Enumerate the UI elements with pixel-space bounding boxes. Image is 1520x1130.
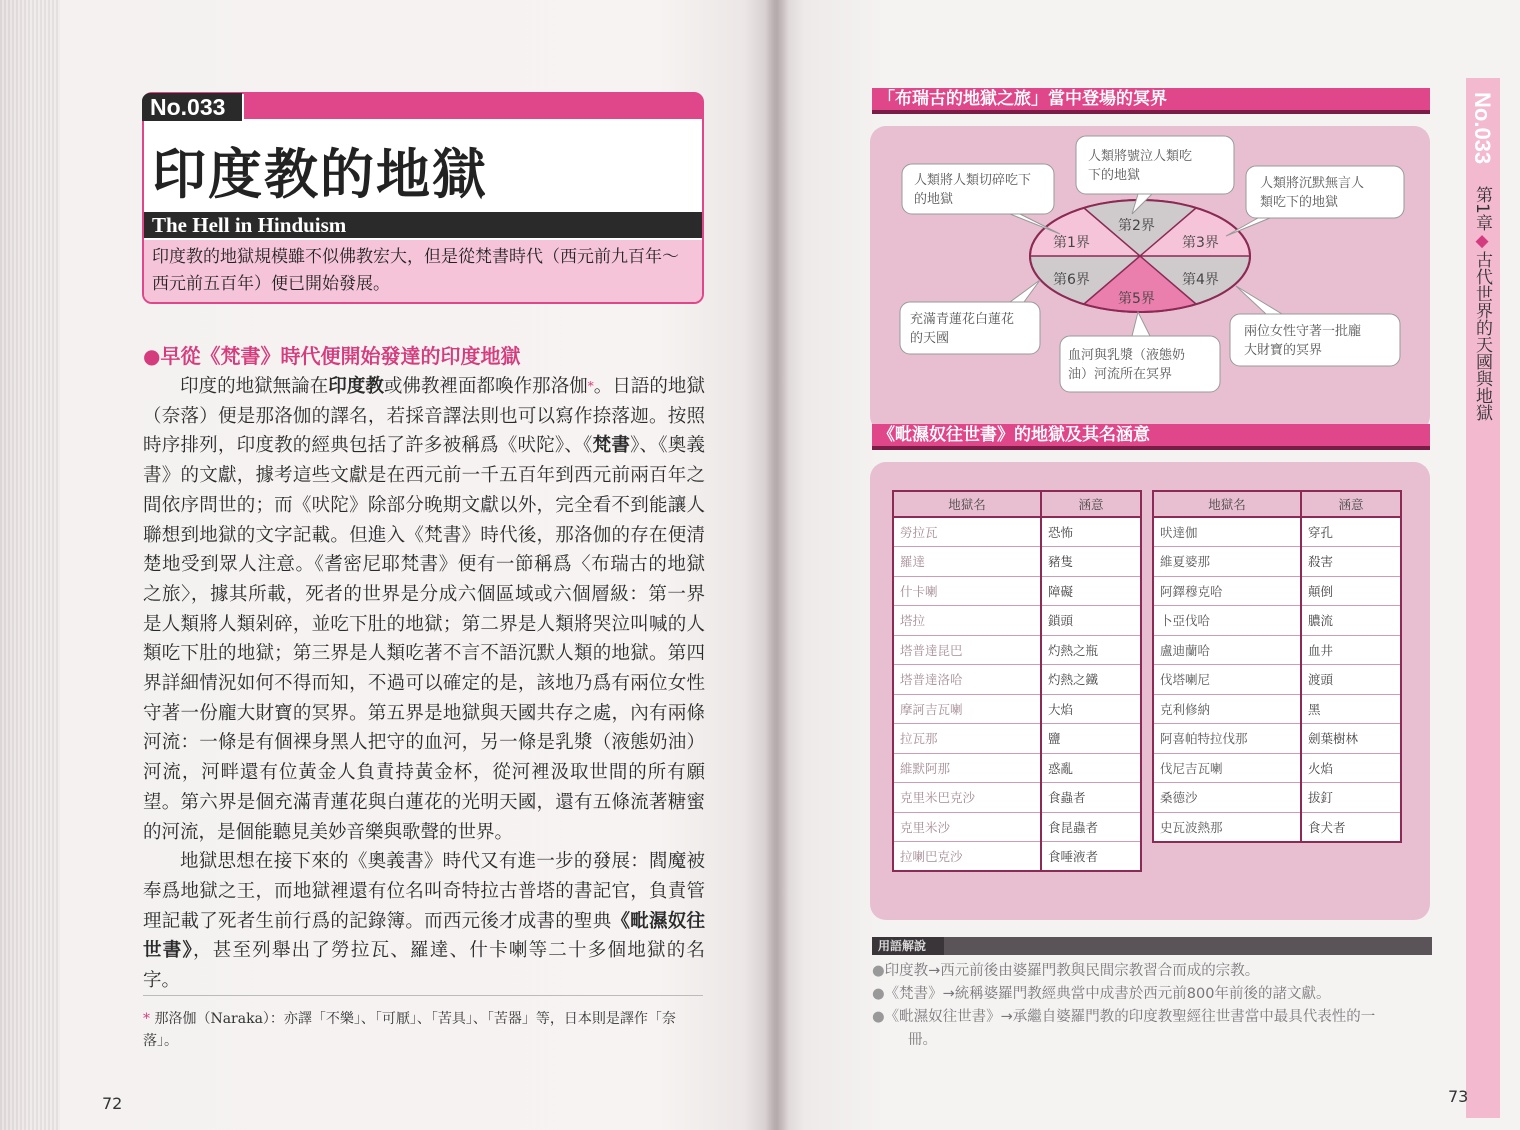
- table-title: 《毗濕奴往世書》的地獄及其名涵意: [878, 425, 1150, 445]
- hell-meaning-cell: 豬隻: [1041, 547, 1141, 577]
- hell-table-right: [1152, 490, 1402, 843]
- callout-realm3: [1226, 166, 1404, 236]
- glossary-item: ●《梵書》→統稱婆羅門教經典當中成書於西元前800年前後的諸文獻。: [872, 986, 1331, 1002]
- svg-text:大財寶的冥界: 大財寶的冥界: [1244, 343, 1323, 358]
- table-row: [893, 724, 1141, 754]
- diagram-title: 「布瑞古的地獄之旅」當中登場的冥界: [878, 89, 1167, 109]
- body-text: [143, 372, 705, 996]
- summary-box: 印度教的地獄規模雖不似佛教宏大，但是從梵書時代（西元前九百年～西元前五百年）便已開始發展。: [144, 240, 702, 302]
- hell-table-left: [892, 490, 1142, 872]
- table-row: [1153, 665, 1401, 695]
- hell-name-cell: 桑德沙: [1153, 783, 1301, 813]
- page-number-right: 73: [1448, 1087, 1469, 1106]
- svg-text:充滿青蓮花白蓮花: 充滿青蓮花白蓮花: [910, 312, 1015, 327]
- glossary-bar: [872, 937, 1432, 955]
- svg-text:的天國: 的天國: [910, 331, 950, 346]
- hell-name-cell: 摩訶吉瓦喇: [893, 694, 1041, 724]
- glossary-list: [872, 960, 1437, 1052]
- hell-meaning-cell: 拔釘: [1301, 783, 1401, 813]
- table-row: [893, 665, 1141, 695]
- hell-name-cell: 盧迪蘭哈: [1153, 635, 1301, 665]
- svg-text:人類將沉默無言人: 人類將沉默無言人: [1260, 176, 1365, 191]
- callout-realm6: [900, 280, 1040, 354]
- table-row: [1153, 576, 1401, 606]
- hell-name-cell: 塔拉: [893, 606, 1041, 636]
- hell-meaning-cell: 灼熱之瓶: [1041, 635, 1141, 665]
- page-title: 印度教的地獄: [152, 143, 488, 206]
- hell-meaning-cell: 渡頭: [1301, 665, 1401, 695]
- hell-name-cell: 伐尼吉瓦喇: [1153, 753, 1301, 783]
- table-row: [893, 753, 1141, 783]
- hell-meaning-cell: 食蟲者: [1041, 783, 1141, 813]
- diagram-title-bar: [872, 88, 1430, 110]
- hell-meaning-cell: 恐怖: [1041, 517, 1141, 547]
- hell-name-cell: 伐塔喇尼: [1153, 665, 1301, 695]
- table-row: [893, 635, 1141, 665]
- hell-meaning-cell: 食犬者: [1301, 812, 1401, 842]
- table-header-meaning: 涵意: [1301, 491, 1401, 517]
- english-title: The Hell in Hinduism: [152, 213, 347, 237]
- svg-text:人類將人類切碎吃下: 人類將人類切碎吃下: [914, 173, 1032, 188]
- hell-meaning-cell: 膿流: [1301, 606, 1401, 636]
- hell-meaning-cell: 顛倒: [1301, 576, 1401, 606]
- table-row: [1153, 783, 1401, 813]
- diamond-icon: ◆: [1472, 230, 1492, 251]
- glossary-item: ●印度教→西元前後由婆羅門教與民間宗教習合而成的宗教。: [872, 963, 1260, 979]
- paragraph-1: 印度的地獄無論在印度教或佛教裡面都喚作那洛伽*。日語的地獄（奈落）便是那洛伽的譯名，若採音譯法則也可以寫作捺落迦。按照時序排列，印度教的經典包括了許多被稱爲《吠陀》、《梵書》、《奧義書》的文獻，據考這些文獻是在西元前一千五百年到西元前兩百年之間依序問世的；而《吠陀》除部分晚期文獻以外，完全看不到能讓人聯想到地獄的文字記載。但進入《梵書》時代後，那洛伽的存在便清楚地受到眾人注意。《耆密尼耶梵書》便有一節稱爲〈布瑞古的地獄之旅〉，據其所載，死者的世界是分成六個區域或六個層級：第一界是人類將人類剁碎，並吃下肚的地獄；第二界是人類將哭泣叫喊的人類吃下肚的地獄；第三界是人類吃著不言不語沉默人類的地獄。第四界詳細情況如何不得而知，不過可以確定的是，該地乃爲有兩位女性守著一份龐大財寶的冥界。第五界是地獄與天國共存之處，內有兩條河流：一條是有個裸身黑人把守的血河，另一條是乳漿（液態奶油）河流，河畔還有位黃金人負責持黃金杯，從河裡汲取世間的所有願望。第六界是個充滿青蓮花與白蓮花的光明天國，還有五條流著糖蜜的河流，是個能聽見美妙音樂與歌聲的世界。: [143, 376, 705, 843]
- hell-meaning-cell: 黑: [1301, 694, 1401, 724]
- table-row: [1153, 753, 1401, 783]
- table-row: [1153, 517, 1401, 547]
- hell-name-cell: 勞拉瓦: [893, 517, 1041, 547]
- callout-realm4: [1230, 286, 1400, 366]
- table-row: [893, 842, 1141, 872]
- realm3-label: 第3界: [1182, 235, 1219, 251]
- table-row: [1153, 547, 1401, 577]
- svg-text:類吃下的地獄: 類吃下的地獄: [1260, 195, 1339, 210]
- hell-name-cell: 維默阿那: [893, 753, 1041, 783]
- table-row: [893, 517, 1141, 547]
- realm6-label: 第6界: [1053, 272, 1090, 288]
- hell-name-cell: 塔普達昆巴: [893, 635, 1041, 665]
- hell-name-cell: 羅達: [893, 547, 1041, 577]
- hell-name-cell: 吠達伽: [1153, 517, 1301, 547]
- hell-meaning-cell: 灼熱之鐵: [1041, 665, 1141, 695]
- table-row: [893, 576, 1141, 606]
- table-row: [1153, 694, 1401, 724]
- hell-name-cell: 阿喜帕特拉伐那: [1153, 724, 1301, 754]
- hell-name-cell: 克利修納: [1153, 694, 1301, 724]
- svg-text:人類將號泣人類吃: 人類將號泣人類吃: [1088, 149, 1193, 164]
- entry-number-badge: No.033: [142, 93, 242, 121]
- table-row: [893, 812, 1141, 842]
- side-tab-chapter: 第1章◆古代世界的天國與地獄: [1472, 186, 1492, 421]
- realm5-label: 第5界: [1118, 291, 1155, 307]
- realm-diagram: [870, 126, 1430, 432]
- hell-meaning-cell: 大焰: [1041, 694, 1141, 724]
- footnote-marker: *: [587, 379, 594, 393]
- hell-meaning-cell: 惑亂: [1041, 753, 1141, 783]
- side-tab-number: No.033: [1470, 92, 1495, 165]
- realm4-label: 第4界: [1182, 272, 1219, 288]
- hell-name-cell: 塔普達洛哈: [893, 665, 1041, 695]
- table-row: [1153, 812, 1401, 842]
- hell-meaning-cell: 鹽: [1041, 724, 1141, 754]
- footnote-divider: [143, 995, 703, 996]
- realm2-label: 第2界: [1118, 218, 1155, 234]
- term-hinduism: 印度教: [328, 376, 384, 397]
- table-header-name: 地獄名: [1153, 491, 1301, 517]
- hell-meaning-cell: 食昆蟲者: [1041, 812, 1141, 842]
- table-row: [893, 606, 1141, 636]
- table-row: [1153, 724, 1401, 754]
- table-header-name: 地獄名: [893, 491, 1041, 517]
- svg-text:的地獄: 的地獄: [914, 192, 954, 207]
- hell-meaning-cell: 劍葉樹林: [1301, 724, 1401, 754]
- title-pink-band: [244, 93, 702, 119]
- table-row: [893, 694, 1141, 724]
- table-row: [893, 783, 1141, 813]
- hell-meaning-cell: 穿孔: [1301, 517, 1401, 547]
- paragraph-2: 地獄思想在接下來的《奧義書》時代又有進一步的發展：閻魔被奉爲地獄之王，而地獄裡還有位名叫奇特拉古普塔的書記官，負責管理記載了死者生前行爲的記錄簿。而西元後才成書的聖典《毗濕奴往世書》，甚至列舉出了勞拉瓦、羅達、什卡喇等二十多個地獄的名字。: [143, 851, 705, 992]
- svg-text:油）河流所在冥界: 油）河流所在冥界: [1068, 367, 1173, 382]
- hell-name-cell: 卜亞伐哈: [1153, 606, 1301, 636]
- table-title-bar: [872, 424, 1430, 446]
- term-brahmana: 梵書: [592, 435, 631, 457]
- hell-meaning-cell: 血井: [1301, 635, 1401, 665]
- glossary-label: 用語解說: [872, 937, 944, 955]
- hell-name-cell: 史瓦波熱那: [1153, 812, 1301, 842]
- table-row: [1153, 606, 1401, 636]
- page-number-left: 72: [102, 1094, 123, 1113]
- hell-meaning-cell: 殺害: [1301, 547, 1401, 577]
- hell-meaning-cell: 鎖頭: [1041, 606, 1141, 636]
- table-row: [893, 547, 1141, 577]
- table-row: [1153, 635, 1401, 665]
- glossary-item: 冊。: [908, 1032, 937, 1048]
- svg-text:兩位女性守著一批龐: 兩位女性守著一批龐: [1244, 324, 1362, 339]
- callout-realm1: [902, 164, 1060, 234]
- term-vishnu-purana: 《毗濕奴往世書》: [143, 910, 705, 962]
- realm1-label: 第1界: [1053, 235, 1090, 251]
- hell-name-cell: 什卡喇: [893, 576, 1041, 606]
- page-edge: [0, 0, 60, 1130]
- hell-name-cell: 拉瓦那: [893, 724, 1041, 754]
- hell-name-cell: 阿鐸穆克哈: [1153, 576, 1301, 606]
- hell-meaning-cell: 食唾液者: [1041, 842, 1141, 872]
- hell-name-cell: 克里米巴克沙: [893, 783, 1041, 813]
- footnote: * 那洛伽（Naraka）：亦譯「不樂」、「可厭」、「苦具」、「苦器」等，日本則是譯作「奈落」。: [143, 1011, 676, 1049]
- svg-text:下的地獄: 下的地獄: [1088, 168, 1141, 183]
- table-header-meaning: 涵意: [1041, 491, 1141, 517]
- glossary-item: ●《毗濕奴往世書》→承繼自婆羅門教的印度教聖經往世書當中最具代表性的一: [872, 1009, 1376, 1025]
- hell-name-cell: 克里米沙: [893, 812, 1041, 842]
- hell-name-cell: 拉喇巴克沙: [893, 842, 1041, 872]
- hell-meaning-cell: 火焰: [1301, 753, 1401, 783]
- svg-text:血河與乳漿（液態奶: 血河與乳漿（液態奶: [1068, 348, 1186, 363]
- hell-name-cell: 維夏婆那: [1153, 547, 1301, 577]
- section-heading: ●早從《梵書》時代便開始發達的印度地獄: [143, 344, 521, 368]
- hell-meaning-cell: 障礙: [1041, 576, 1141, 606]
- callout-realm5: [1060, 312, 1220, 392]
- book-gutter: [765, 0, 789, 1130]
